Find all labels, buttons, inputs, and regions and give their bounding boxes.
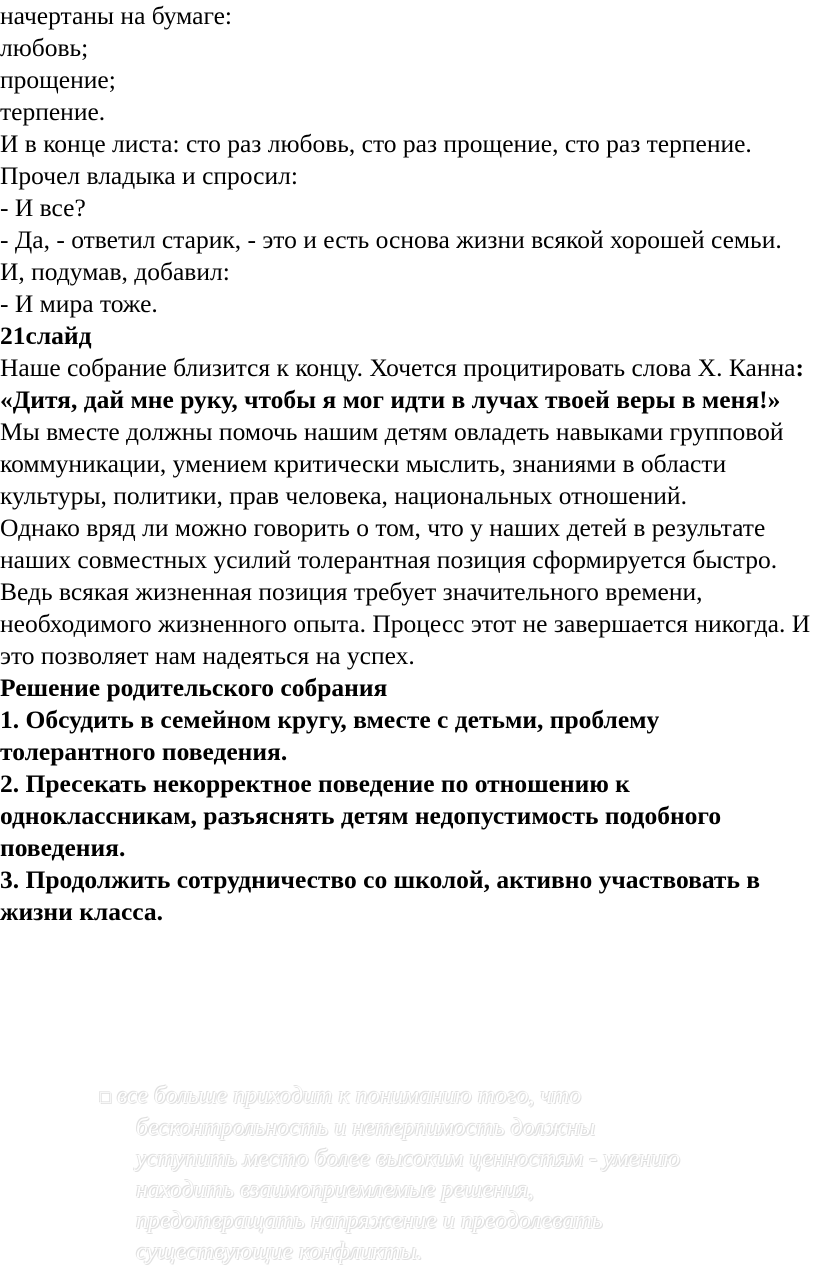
text-line: начертаны на бумаге: (0, 1, 232, 30)
text-paragraph: И в конце листа: сто раз любовь, сто раз прощение, сто раз терпение. Прочел владыка и спросил: (0, 129, 752, 190)
faded-line (100, 1081, 800, 1113)
faded-line: предотвращать напряжение и преодолевать (136, 1208, 603, 1234)
faded-slide-text (100, 1081, 800, 1268)
checkbox-bullet-icon: □ (100, 1087, 111, 1107)
text-line: прощение; (0, 65, 116, 94)
decision-item-text: 1. Обсудить в семейном кругу, вместе с детьми, проблему толерантного поведения. (0, 705, 660, 766)
decision-item (0, 768, 812, 864)
faded-line-text: все больше приходит к пониманию того, что (116, 1083, 582, 1109)
quote-rest: Мы вместе должны помочь нашим детям овладеть навыками групповой коммуникации, умением критически мыслить, знаниями в области культуры, политики, прав человека, национальных отношений. (0, 417, 784, 510)
decision-title-text: Решение родительского собрания (0, 673, 388, 702)
text-line: любовь; (0, 33, 89, 62)
text-line: - И все? (0, 193, 86, 222)
quote-paragraph (0, 352, 812, 512)
decision-title (0, 672, 812, 704)
text-paragraph: - Да, - ответил старик, - это и есть основа жизни всякой хорошей семьи. (0, 225, 782, 254)
slide-heading (0, 320, 812, 352)
decision-item (0, 704, 812, 768)
slide-heading-text: 21слайд (0, 321, 92, 350)
text-line: - И мира тоже. (0, 289, 158, 318)
faded-line: существующие конфликты. (136, 1239, 423, 1265)
closing-paragraph: Однако вряд ли можно говорить о том, что у наших детей в результате наших совместных усилий толерантная позиция сформируется быстро. Ведь всякая жизненная позиция требует значительного времени, необходимого жизненного опыта. Процесс этот не завершается никогда. И это позволяет нам надеяться на успех. (0, 513, 811, 670)
text-line: терпение. (0, 97, 106, 126)
faded-line: находить взаимоприемлемые решения, (136, 1177, 535, 1203)
quote-intro: Наше собрание близится к концу. Хочется процитировать слова Х. Канна (0, 353, 796, 382)
decision-item-text: 3. Продолжить сотрудничество со школой, активно участвовать в жизни класса. (0, 865, 761, 926)
faded-line: уступить место более высоким ценностям - умению (136, 1146, 681, 1172)
decision-item-text: 2. Пресекать некорректное поведение по отношению к одноклассникам, разъяснять детям недопустимость подобного поведения. (0, 769, 722, 862)
decision-item (0, 864, 812, 928)
faded-line: бесконтрольность и нетерпимость должны (136, 1115, 596, 1141)
quote-colon: : (795, 353, 804, 382)
quote-text: «Дитя, дай мне руку, чтобы я мог идти в лучах твоей веры в меня!» (0, 385, 781, 414)
text-line: И, подумав, добавил: (0, 257, 230, 286)
